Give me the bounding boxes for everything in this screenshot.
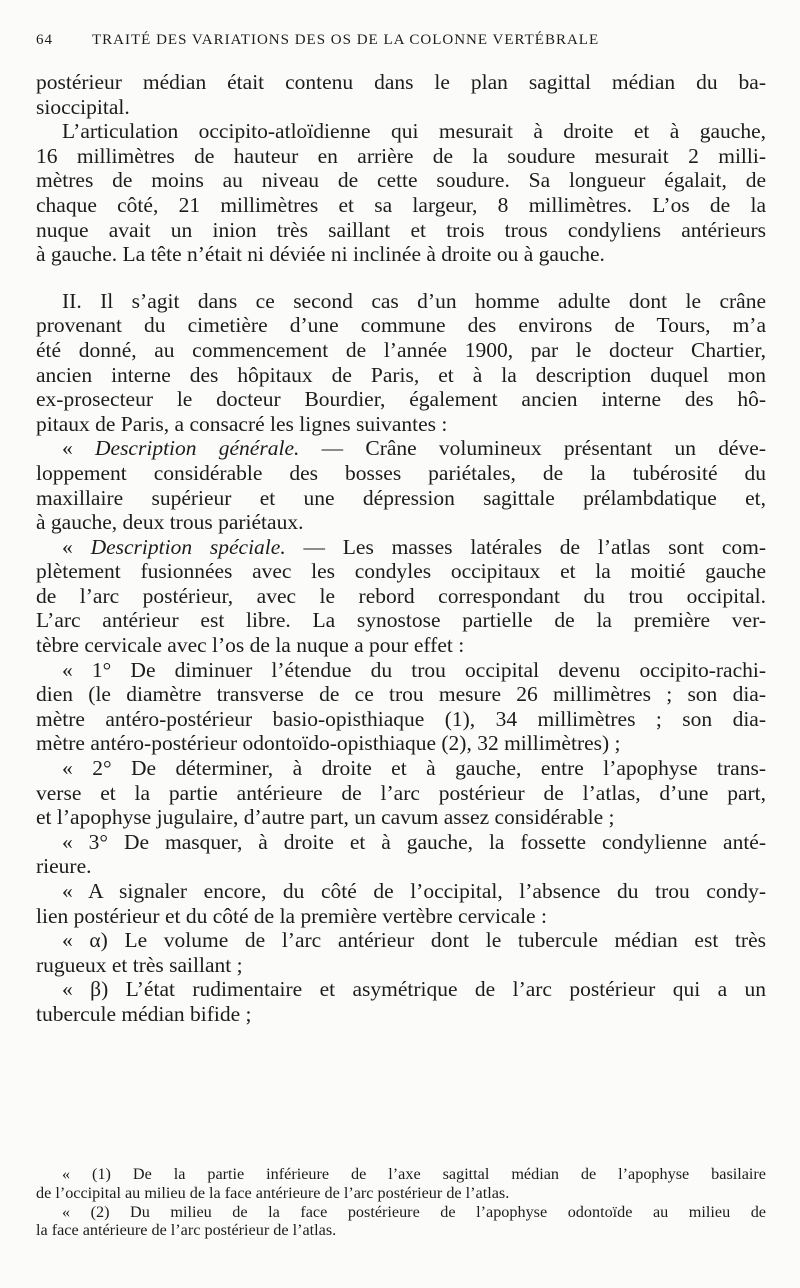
text-line: « A signaler encore, du côté de l’occipital, l’absence du trou condy- (62, 879, 766, 903)
text-line: L’arc antérieur est libre. La synostose partielle de la première ver- (36, 608, 766, 633)
quote-open: « (62, 436, 95, 461)
quote-open: « (62, 534, 91, 559)
text-line: tubercule médian bifide ; (36, 1001, 252, 1026)
text-line: à gauche, deux trous pariétaux. (36, 510, 304, 535)
footnote-line: la face antérieure de l’arc postérieur de l’atlas. (36, 1221, 337, 1240)
text-line: pitaux de Paris, a consacré les lignes suivantes : (36, 411, 448, 436)
text-line: II. Il s’agit dans ce second cas d’un homme adulte dont le crâne (62, 288, 766, 313)
text-line: postérieur médian était contenu dans le plan sagittal médian du ba- (36, 70, 766, 94)
text-line: « β) L’état rudimentaire et asymétrique de l’arc postérieur qui a un (62, 977, 766, 1002)
text-line: plètement fusionnées avec les condyles occipitaux et la moitié gauche (36, 559, 766, 584)
text-line: été donné, au commencement de l’année 1900, par le docteur Chartier, (36, 337, 766, 362)
footnote-line: « (1) De la partie inférieure de l’axe sagittal médian de l’apophyse basilaire (62, 1165, 766, 1183)
text-line: mètres de moins au niveau de cette soudure. Sa longueur égalait, de (36, 168, 766, 193)
text-line (36, 535, 766, 560)
text-line: ex-prosecteur le docteur Bourdier, également ancien interne des hô- (36, 387, 766, 412)
text-line: chaque côté, 21 millimètres et sa largeur, 8 millimètres. L’os de la (36, 192, 766, 217)
footnotes (36, 1165, 766, 1240)
text-run: — Les masses latérales de l’atlas sont com- (285, 534, 766, 559)
text-run: — Crâne volumineux présentant un déve- (299, 436, 766, 461)
text-line: L’articulation occipito-atloïdienne qui mesurait à droite et à gauche, (62, 119, 766, 144)
italic-heading: Description spéciale. (90, 534, 286, 559)
text-line: mètre antéro-postérieur basio-opisthiaque (1), 34 millimètres ; son dia- (36, 706, 766, 731)
text-line: 16 millimètres de hauteur en arrière de la soudure mesurait 2 milli- (36, 143, 766, 168)
text-line: provenant du cimetière d’une commune des environs de Tours, m’a (36, 313, 766, 338)
text-line: « 3° De masquer, à droite et à gauche, la fossette condylienne anté- (62, 829, 766, 854)
text-line: mètre antéro-postérieur odontoïdo-opisthiaque (2), 32 millimètres) ; (36, 731, 621, 756)
text-line (36, 436, 766, 461)
text-line: maxillaire supérieur et une dépression sagittale prélambdatique et, (36, 485, 766, 510)
text-line: à gauche. La tête n’était ni déviée ni inclinée à droite ou à gauche. (36, 242, 605, 267)
text-line: lien postérieur et du côté de la première vertèbre cervicale : (36, 903, 547, 928)
text-line: tèbre cervicale avec l’os de la nuque a pour effet : (36, 633, 465, 658)
text-line: ancien interne des hôpitaux de Paris, et à la description duquel mon (36, 362, 766, 387)
footnote-line: « (2) Du milieu de la face postérieure de l’apophyse odontoïde au milieu de (62, 1202, 766, 1221)
page-header (36, 32, 764, 54)
text-line: loppement considérable des bosses pariétales, de la tubérosité du (36, 460, 766, 485)
text-line: rieure. (36, 854, 92, 879)
text-line: rugueux et très saillant ; (36, 952, 243, 977)
text-line: de l’arc postérieur, avec le rebord correspondant du trou occipital. (36, 583, 766, 608)
running-title: TRAITÉ DES VARIATIONS DES OS DE LA COLONNE VERTÉBRALE (92, 32, 600, 48)
text-line: « 1° De diminuer l’étendue du trou occipital devenu occipito-rachi- (62, 657, 766, 682)
footnote-line: de l’occipital au milieu de la face antérieure de l’arc postérieur de l’atlas. (36, 1183, 510, 1202)
text-line: verse et la partie antérieure de l’arc postérieur de l’atlas, d’une part, (36, 780, 766, 805)
text-line: dien (le diamètre transverse de ce trou mesure 26 millimètres ; son dia- (36, 682, 766, 707)
text-line: « α) Le volume de l’arc antérieur dont le tubercule médian est très (62, 928, 766, 953)
italic-heading: Description générale. (95, 436, 300, 461)
text-line: « 2° De déterminer, à droite et à gauche, entre l’apophyse trans- (62, 756, 766, 781)
text-line: sioccipital. (36, 94, 130, 119)
page-number: 64 (36, 32, 53, 48)
body-text (36, 70, 766, 1027)
text-line: nuque avait un inion très saillant et trois trous condyliens antérieurs (36, 217, 766, 242)
text-line: et l’apophyse jugulaire, d’autre part, un cavum assez considérable ; (36, 805, 615, 830)
